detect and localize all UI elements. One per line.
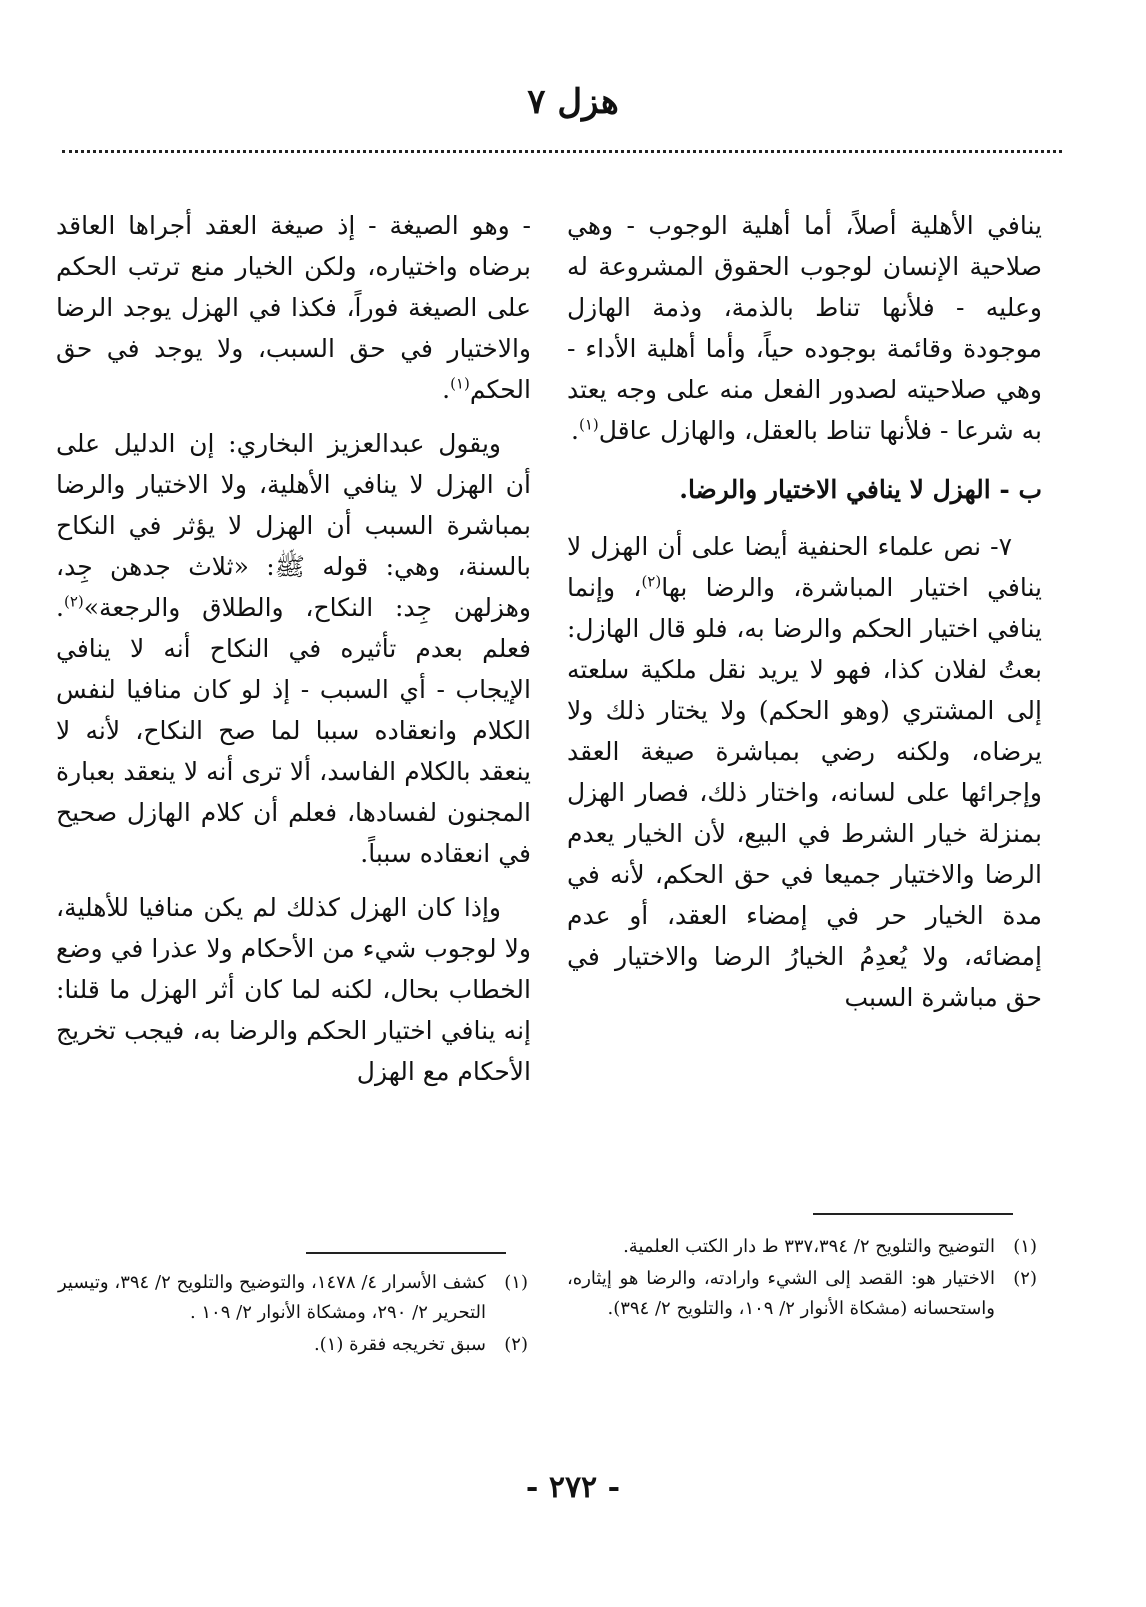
left-column [56,205,531,1105]
footnote-text: الاختيار هو: القصد إلى الشيء وارادته، والرضا هو إيثاره، واستحسانه (مشكاة الأنوار ٢/ ١٠٩، والتلويح ٢/ ٣٩٤). [567,1268,995,1319]
right-column [567,205,1042,1031]
footnote-ref[interactable]: (٢) [641,572,662,591]
left-paragraph-3: وإذا كان الهزل كذلك لم يكن منافيا للأهلية، ولا لوجوب شيء من الأحكام ولا عذرا في وضع الخطاب بحال، لكنه لما كان أثر الهزل ما قلنا: إنه ينافي اختيار الحكم والرضا به، فيجب تخريج الأحكام مع الهزل [56,893,531,1086]
footnote-number: (٢) [504,1334,528,1355]
header-dotted-divider [62,150,1062,153]
left-paragraph-1 [56,205,531,410]
footnotes-left [58,1268,528,1362]
footnote-ref[interactable]: (٢) [63,592,84,611]
footnote-divider-right [813,1213,1013,1215]
left-paragraph-2-text-b: . فعلم بعدم تأثيره في النكاح أنه لا ينافي الإيجاب - أي السبب - إذ لو كان منافيا لنفس الكلام وانعقاده سببا لما صح النكاح، لأنه لا ينعقد بالكلام الفاسد، ألا ترى أنه لا ينعقد بعبارة المجنون لفسادها، فعلم أن كلام الهازل صحيح في انعقاده سبباً. [56,593,531,868]
footnote-ref[interactable]: (١) [578,415,599,434]
footnote-number: (١) [504,1272,528,1293]
right-paragraph-1 [567,205,1042,451]
left-paragraph-2 [56,423,531,874]
right-paragraph-1-end: . [571,416,579,445]
footnote-number: (٢) [1013,1268,1037,1289]
footnote-item [567,1232,1037,1262]
left-paragraph-1-end: . [442,375,451,404]
footnote-text: كشف الأسرار ٤/ ١٤٧٨، والتوضيح والتلويح ٢/ ٣٩٤، وتيسير التحرير ٢/ ٢٩٠، ومشكاة الأنوار ٢/ ١٠٩ . [58,1272,486,1323]
page-number: - ٢٧٢ - [525,1470,621,1505]
right-paragraph-2-text-a: ٧- نص علماء الحنفية أيضا على أن الهزل لا ينافي اختيار المباشرة، والرضا بها [567,532,1042,602]
left-paragraph-2-text-a: ويقول عبدالعزيز البخاري: إن الدليل على أن الهزل لا ينافي الأهلية، ولا الاختيار والرضا بمباشرة السبب أن الهزل لا يؤثر في النكاح بالسنة، وهي: قوله ﷺ: «ثلاث جدهن جِد، وهزلهن جِد: النكاح، والطلاق والرجعة» [56,429,531,622]
section-subheading: ب - الهزل لا ينافي الاختيار والرضا. [679,475,1042,504]
left-paragraph-1-text: - وهو الصيغة - إذ صيغة العقد أجراها العاقد برضاه واختياره، ولكن الخيار منع ترتب الحكم على الصيغة فوراً، فكذا في الهزل يوجد الرضا والاختيار في حق السبب، ولا يوجد في حق الحكم [56,211,531,404]
footnote-number: (١) [1013,1236,1037,1257]
footnote-item [58,1330,528,1360]
footnote-item [58,1268,528,1328]
footnote-text: التوضيح والتلويح ٢/ ٣٣٧،٣٩٤ ط دار الكتب العلمية. [623,1236,995,1257]
right-paragraph-1-text: ينافي الأهلية أصلاً، أما أهلية الوجوب - وهي صلاحية الإنسان لوجوب الحقوق المشروعة له وعليه - فلأنها تناط بالذمة، وذمة الهازل موجودة وقائمة بوجوده حياً، وأما أهلية الأداء - وهي صلاحيته لصدور الفعل منه على وجه يعتد به شرعا - فلأنها تناط بالعقل، والهازل عاقل [567,211,1042,445]
footnotes-right [567,1232,1037,1326]
footnote-ref[interactable]: (١) [450,374,470,393]
right-paragraph-2-text-b: ، وإنما ينافي اختيار الحكم والرضا به، فلو قال الهازل: بعتُ لفلان كذا، فهو لا يريد نقل ملكية سلعته إلى المشتري (وهو الحكم) ولا يختار ذلك ولا يرضاه، ولكنه رضي بمباشرة صيغة العقد وإجرائها على لسانه، واختار ذلك، فصار الهزل بمنزلة خيار الشرط في البيع، لأن الخيار يعدم الرضا والاختيار جميعا في حق الحكم، لأنه في مدة الخيار حر في إمضاء العقد، أو عدم إمضائه، ولا يُعدِمُ الخيارُ الرضا والاختيار في حق مباشرة السبب [567,573,1042,1012]
footnote-text: سبق تخريجه فقرة (١). [313,1334,486,1355]
right-paragraph-2 [567,526,1042,1018]
footnote-item [567,1264,1037,1324]
footnote-divider-left [306,1252,506,1254]
page-header-title: هزل ٧ [527,82,619,122]
